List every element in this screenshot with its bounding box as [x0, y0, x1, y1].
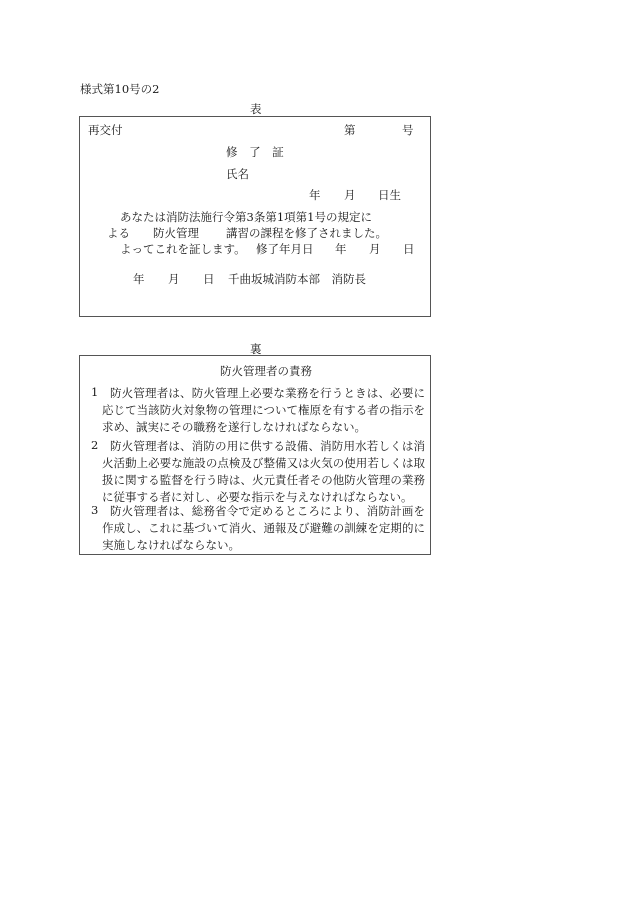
number-prefix: 第	[344, 123, 356, 137]
issuer: 千曲坂城消防本部 消防長	[228, 272, 366, 286]
back-side-label: 裏	[250, 342, 262, 356]
reissue-label: 再交付	[88, 123, 123, 137]
issue-day: 日	[203, 272, 215, 286]
duty-number: 3	[91, 503, 99, 517]
duty-line: 実施しなければならない。	[102, 538, 240, 552]
duty-item	[102, 503, 425, 554]
duty-line: 防火管理者は、消防の用に供する設備、消防用水若しくは消	[110, 439, 425, 453]
issue-month: 月	[168, 272, 180, 286]
duty-line: 防火管理者は、総務省令で定めるところにより、消防計画を	[110, 504, 425, 518]
duty-line: 求め、誠実にその職務を遂行しなければならない。	[102, 420, 367, 434]
body-line-1: あなたは消防法施行令第3条第1項第1号の規定に	[120, 210, 372, 224]
certificate-front	[79, 116, 431, 317]
duty-item	[102, 438, 425, 506]
certificate-title: 修 了 証	[226, 145, 288, 159]
duty-line: 火活動上必要な施設の点検及び整備又は火気の使用若しくは取	[102, 456, 425, 470]
issue-year: 年	[133, 272, 145, 286]
certificate-back	[79, 355, 431, 555]
completion-year: 年	[335, 242, 347, 256]
duty-number: 2	[91, 438, 99, 452]
duty-line: 扱に関する監督を行う時は、火元責任者その他防火管理の業務	[102, 473, 425, 487]
duties-title: 防火管理者の責務	[220, 364, 312, 378]
duty-line: 応じて当該防火対象物の管理について権原を有する者の指示を	[102, 403, 425, 417]
duty-line: 作成し、これに基づいて消火、通報及び避難の訓練を定期的に	[102, 521, 425, 535]
body-line-2-a: よる	[107, 226, 130, 240]
name-label: 氏名	[226, 167, 249, 181]
completion-day: 日	[403, 242, 415, 256]
body-line-3: よってこれを証します。	[120, 242, 246, 256]
front-side-label: 表	[250, 102, 262, 116]
duty-item	[102, 385, 425, 436]
duty-number: 1	[91, 385, 99, 399]
number-suffix: 号	[402, 123, 414, 137]
body-line-2-c: 講習の課程を修了されました。	[226, 226, 387, 240]
duty-line: 防火管理者は、防火管理上必要な業務を行うときは、必要に	[110, 386, 425, 400]
completion-date-label: 修了年月日	[256, 242, 314, 256]
birth-month: 月	[344, 188, 356, 202]
form-number: 様式第10号の2	[80, 82, 160, 96]
duty-line: に従事する者に対し、必要な指示を与えなければならない。	[102, 490, 413, 504]
completion-month: 月	[369, 242, 381, 256]
course-name: 防火管理	[153, 226, 199, 240]
birth-day: 日生	[378, 188, 401, 202]
birth-year: 年	[309, 188, 321, 202]
